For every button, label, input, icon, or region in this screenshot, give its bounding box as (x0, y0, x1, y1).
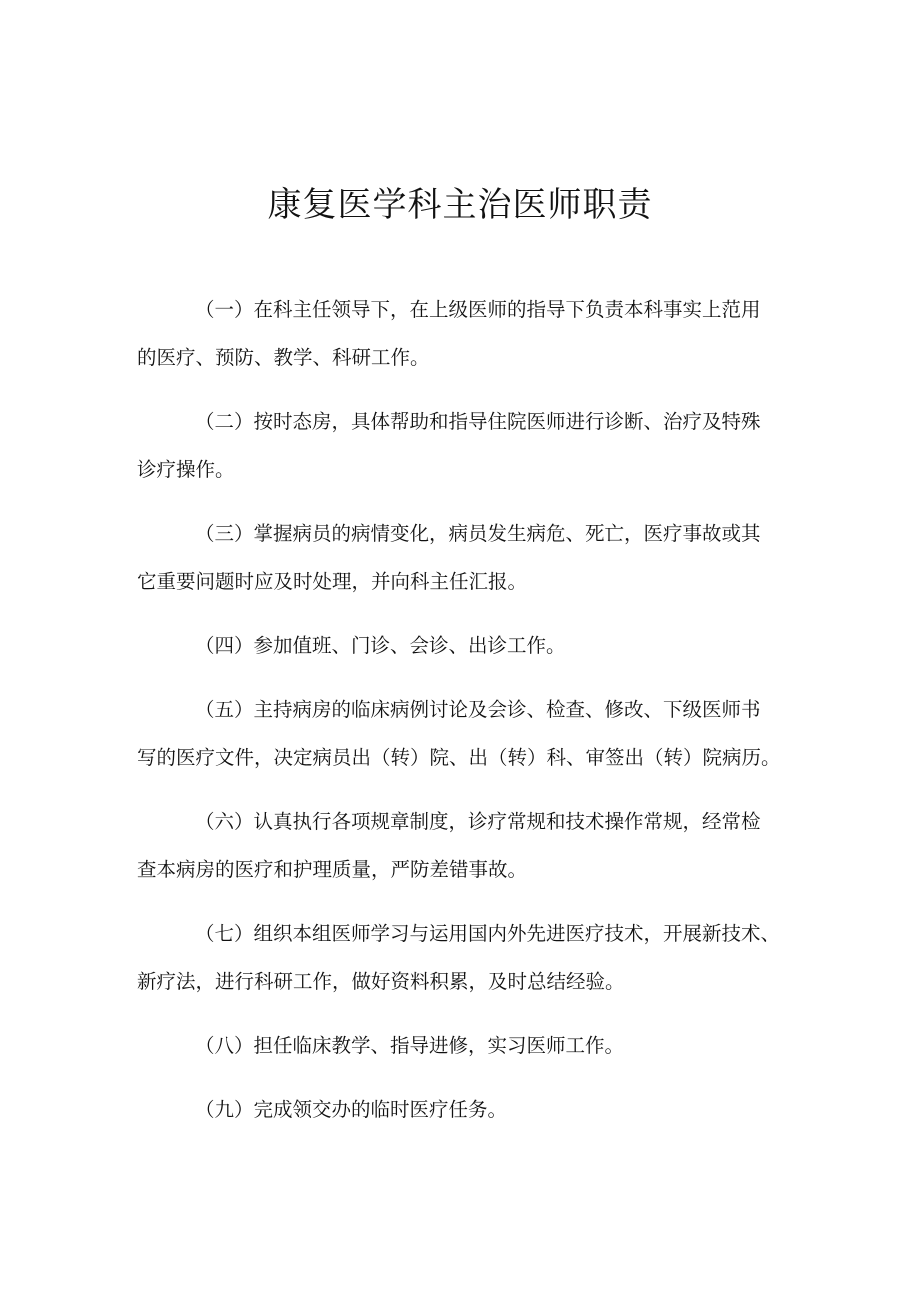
duty-item-7-line-2: 新疗法，进行科研工作，做好资料积累，及时总结经验。 (137, 970, 625, 993)
document-body (137, 286, 787, 1150)
duty-item-6 (137, 798, 787, 894)
duty-item-5-line-2: 写的医疗文件，决定病员出（转）院、出（转）科、审签出（转）院病历。 (137, 746, 781, 769)
duty-item-9 (137, 1086, 787, 1134)
duty-item-1 (137, 286, 787, 382)
duty-item-4 (137, 622, 787, 670)
duty-item-1-line-1: （一）在科主任领导下，在上级医师的指导下负责本科事实上范用 (195, 298, 761, 321)
duty-item-3-line-1: （三）掌握病员的病情变化，病员发生病危、死亡，医疗事故或其 (195, 522, 761, 545)
duty-item-7 (137, 910, 787, 1006)
duty-item-2-line-1: （二）按时态房，具体帮助和指导住院医师进行诊断、治疗及特殊 (195, 410, 761, 433)
duty-item-3 (137, 510, 787, 606)
duty-item-3-line-2: 它重要问题时应及时处理，并向科主任汇报。 (137, 570, 528, 593)
duty-item-1-line-2: 的医疗、预防、教学、科研工作。 (137, 346, 430, 369)
document-title: 康复医学科主治医师职责 (267, 185, 653, 225)
duty-item-8-line-1: （八）担任临床教学、指导进修，实习医师工作。 (195, 1034, 625, 1057)
duty-item-5 (137, 686, 787, 782)
duty-item-7-line-1: （七）组织本组医师学习与运用国内外先进医疗技术，开展新技术、 (195, 922, 781, 945)
duty-item-2-line-2: 诊疗操作。 (137, 458, 235, 481)
duty-item-6-line-1: （六）认真执行各项规章制度，诊疗常规和技术操作常规，经常检 (195, 810, 761, 833)
duty-item-5-line-1: （五）主持病房的临床病例讨论及会诊、检查、修改、下级医师书 (195, 698, 761, 721)
duty-item-9-line-1: （九）完成领交办的临时医疗任务。 (195, 1098, 508, 1121)
duty-item-4-line-1: （四）参加值班、门诊、会诊、出诊工作。 (195, 634, 566, 657)
duty-item-6-line-2: 查本病房的医疗和护理质量，严防差错事故。 (137, 858, 528, 881)
duty-item-2 (137, 398, 787, 494)
duty-item-8 (137, 1022, 787, 1070)
